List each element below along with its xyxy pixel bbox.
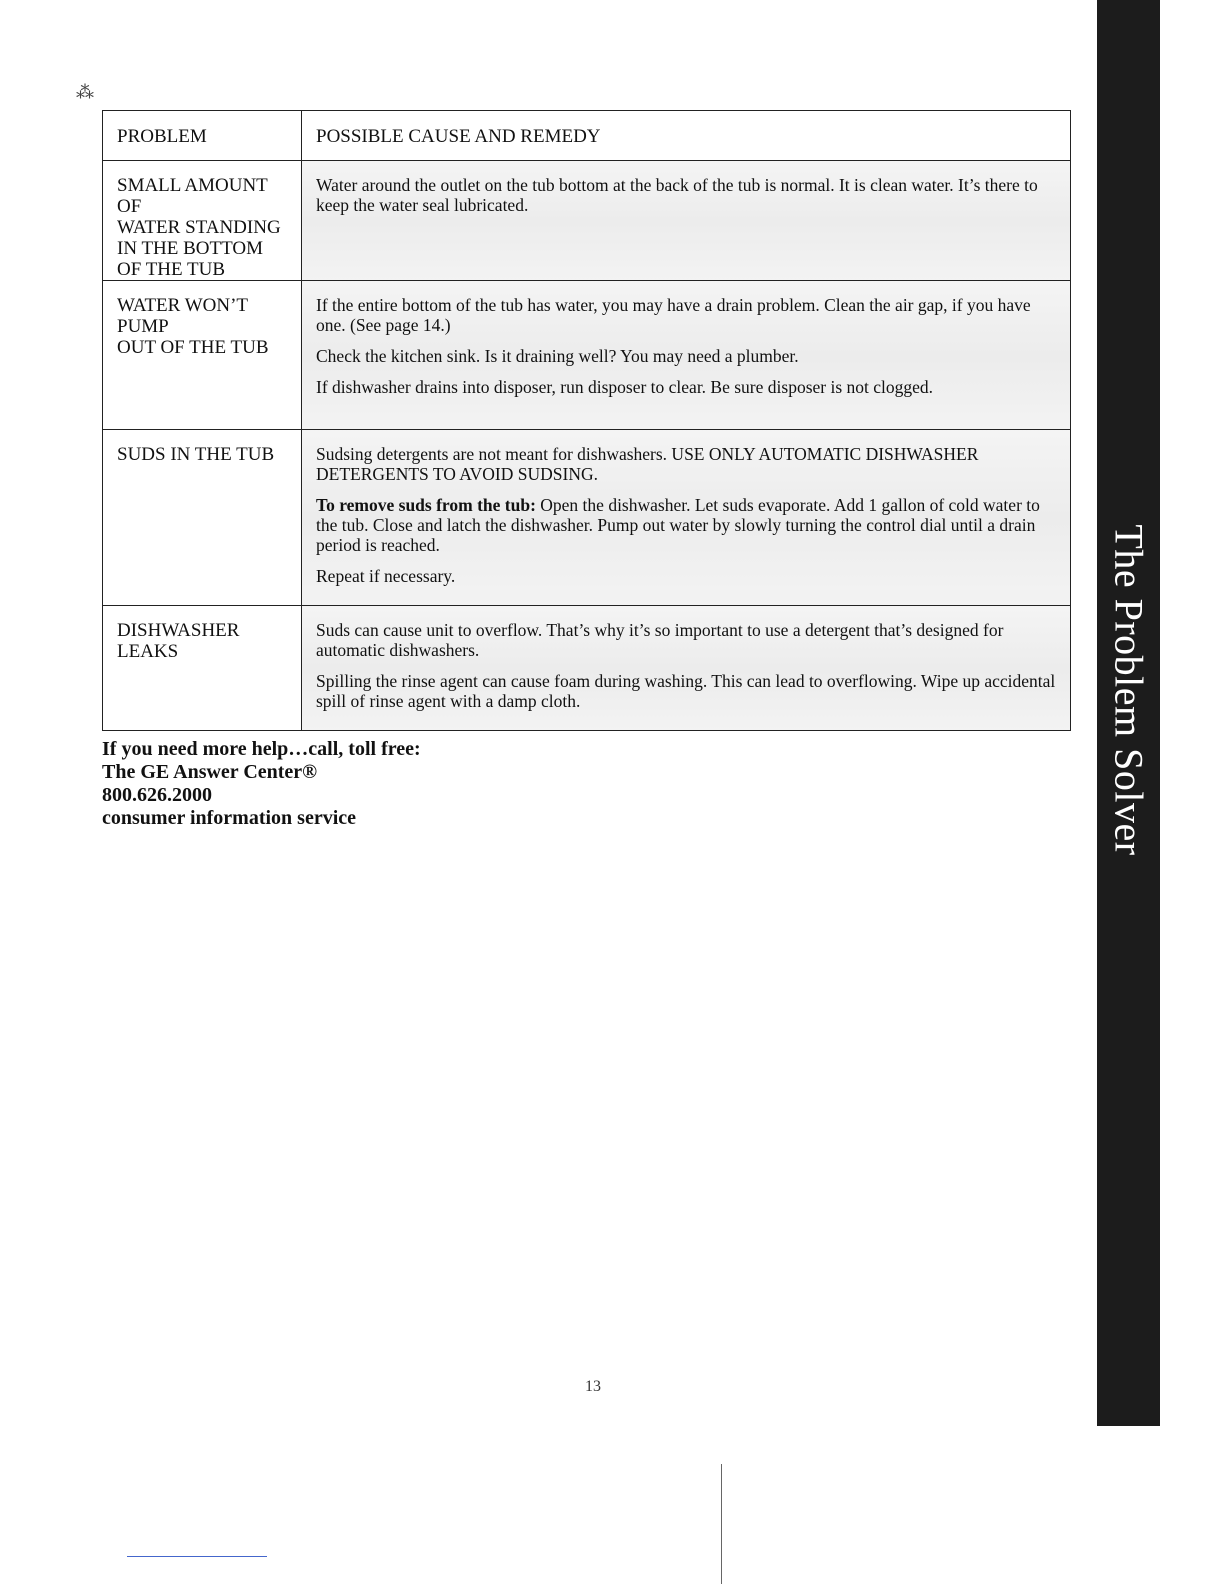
problem-line: SUDS IN THE TUB: [117, 444, 275, 465]
remedy-text-body: Open the dishwasher. Let suds evaporate. Add 1 gallon of cold water to the tub. Close and latch the dishwasher. Pump out water by slowly turning the control dial until a drain period is reached.: [316, 495, 1040, 555]
remedy-text: Sudsing detergents are not meant for dishwashers. USE ONLY AUTOMATIC DISHWASHER DETERGENTS TO AVOID SUDSING.: [316, 444, 979, 484]
table-row: [103, 161, 1071, 281]
side-section-tab: [1097, 0, 1160, 1426]
problem-line: WATER WON’T PUMP: [117, 295, 248, 337]
remedy-bold-lead: To remove suds from the tub:: [316, 495, 536, 515]
table-row: [103, 430, 1071, 606]
help-phone: 800.626.2000: [102, 784, 212, 806]
problem-line: OUT OF THE TUB: [117, 337, 269, 358]
table-row: [103, 606, 1071, 731]
header-problem: PROBLEM: [103, 111, 302, 161]
page-number: 13: [585, 1378, 601, 1395]
problem-solver-table: [102, 110, 1071, 731]
problem-cell: [103, 430, 302, 606]
scan-mark-icon: ⁂: [76, 82, 94, 102]
problem-line: SMALL AMOUNT OF: [117, 175, 268, 217]
remedy-text: [316, 495, 1056, 555]
scan-artifact-rule: [127, 1556, 267, 1557]
help-line: consumer information service: [102, 807, 357, 829]
remedy-text: Suds can cause unit to overflow. That’s why it’s so important to use a detergent that’s designed for automatic dishwashers.: [316, 620, 1004, 660]
problem-cell: [103, 281, 302, 430]
remedy-text: Spilling the rinse agent can cause foam during washing. This can lead to overflowing. Wipe up accidental spill of rinse agent with a damp cloth.: [316, 671, 1056, 711]
remedy-cell: [302, 281, 1071, 430]
remedy-cell: [302, 161, 1071, 281]
help-contact-block: [102, 738, 421, 830]
remedy-cell: [302, 430, 1071, 606]
problem-cell: [103, 161, 302, 281]
table-header-row: [103, 111, 1071, 161]
remedy-text: Check the kitchen sink. Is it draining well? You may need a plumber.: [316, 346, 799, 366]
problem-line: DISHWASHER LEAKS: [117, 620, 240, 662]
remedy-text: Repeat if necessary.: [316, 566, 456, 586]
remedy-text: If the entire bottom of the tub has water, you may have a drain problem. Clean the air gap, if you have one. (See page 14.): [316, 295, 1031, 335]
remedy-text: Water around the outlet on the tub bottom at the back of the tub is normal. It is clean water. It’s there to keep the water seal lubricated.: [316, 175, 1038, 215]
remedy-cell: [302, 606, 1071, 731]
problem-line: IN THE BOTTOM: [117, 238, 264, 259]
header-remedy: POSSIBLE CAUSE AND REMEDY: [302, 111, 1071, 161]
problem-line: OF THE TUB: [117, 259, 226, 280]
side-tab-label: The Problem Solver: [1106, 524, 1151, 856]
scan-artifact-line: [721, 1464, 722, 1584]
table-row: [103, 281, 1071, 430]
problem-line: WATER STANDING: [117, 217, 281, 238]
help-line: The GE Answer Center®: [102, 761, 318, 783]
help-line: If you need more help…call, toll free:: [102, 738, 421, 760]
problem-cell: [103, 606, 302, 731]
remedy-text: If dishwasher drains into disposer, run disposer to clear. Be sure disposer is not clogged.: [316, 377, 934, 397]
